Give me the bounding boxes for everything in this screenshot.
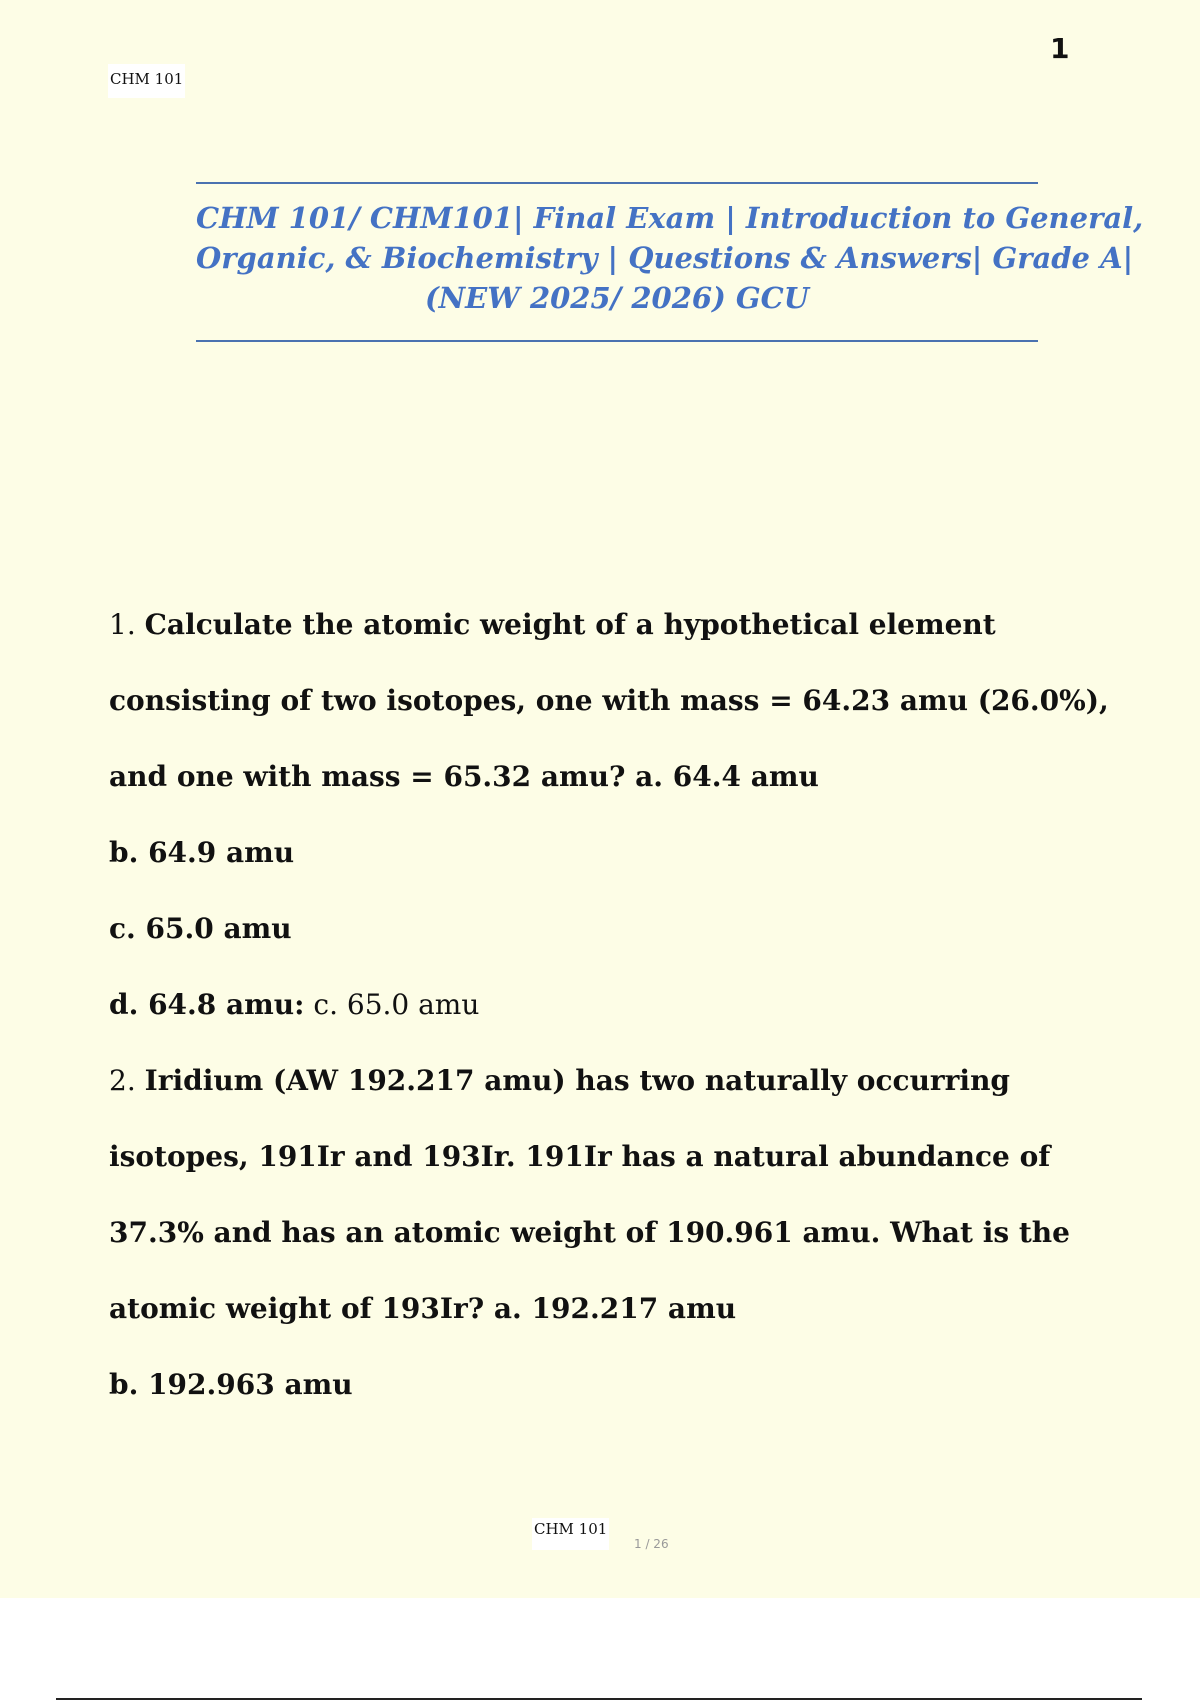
question-1-line: and one with mass = 65.32 amu? a. 64.4 amu: [109, 760, 819, 793]
question-1-line: [109, 600, 1109, 676]
question-list: [109, 600, 1109, 1436]
title-line: CHM 101/ CHM101| Final Exam | Introduction to General,: [196, 201, 1144, 235]
question-2-line: [109, 1056, 1109, 1132]
question-2-text: Iridium (AW 192.217 amu) has two naturally occurring: [144, 1064, 1010, 1097]
question-1-text: Calculate the atomic weight of a hypothetical element: [144, 608, 996, 641]
title-line: Organic, & Biochemistry | Questions & Answers| Grade A|: [196, 241, 1134, 275]
question-number: 1.: [109, 608, 136, 641]
title-top-rule: [196, 182, 1038, 184]
page-count-indicator: 1 / 26: [634, 1537, 669, 1551]
header-course-label: CHM 101: [108, 64, 185, 98]
answer-text: c. 65.0 amu: [313, 988, 480, 1021]
page-number: 1: [1050, 32, 1070, 65]
question-1-option-b: b. 64.9 amu: [109, 836, 295, 869]
question-number: 2.: [109, 1064, 136, 1097]
question-2-line: isotopes, 191Ir and 193Ir. 191Ir has a natural abundance of: [109, 1140, 1051, 1173]
option-d-text: d. 64.8 amu:: [109, 988, 305, 1021]
question-1-option-c: c. 65.0 amu: [109, 912, 292, 945]
question-2-option-b: b. 192.963 amu: [109, 1368, 353, 1401]
question-1-line: consisting of two isotopes, one with mass = 64.23 amu (26.0%),: [109, 684, 1109, 717]
footer-course-label: CHM 101: [532, 1518, 609, 1550]
question-1-option-d: [109, 980, 1109, 1056]
document-title: [196, 198, 1144, 318]
title-line: (NEW 2025/ 2026) GCU: [424, 281, 810, 315]
question-2-line: 37.3% and has an atomic weight of 190.961 amu. What is the: [109, 1216, 1070, 1249]
question-2-line: atomic weight of 193Ir? a. 192.217 amu: [109, 1292, 737, 1325]
title-bottom-rule: [196, 340, 1038, 342]
